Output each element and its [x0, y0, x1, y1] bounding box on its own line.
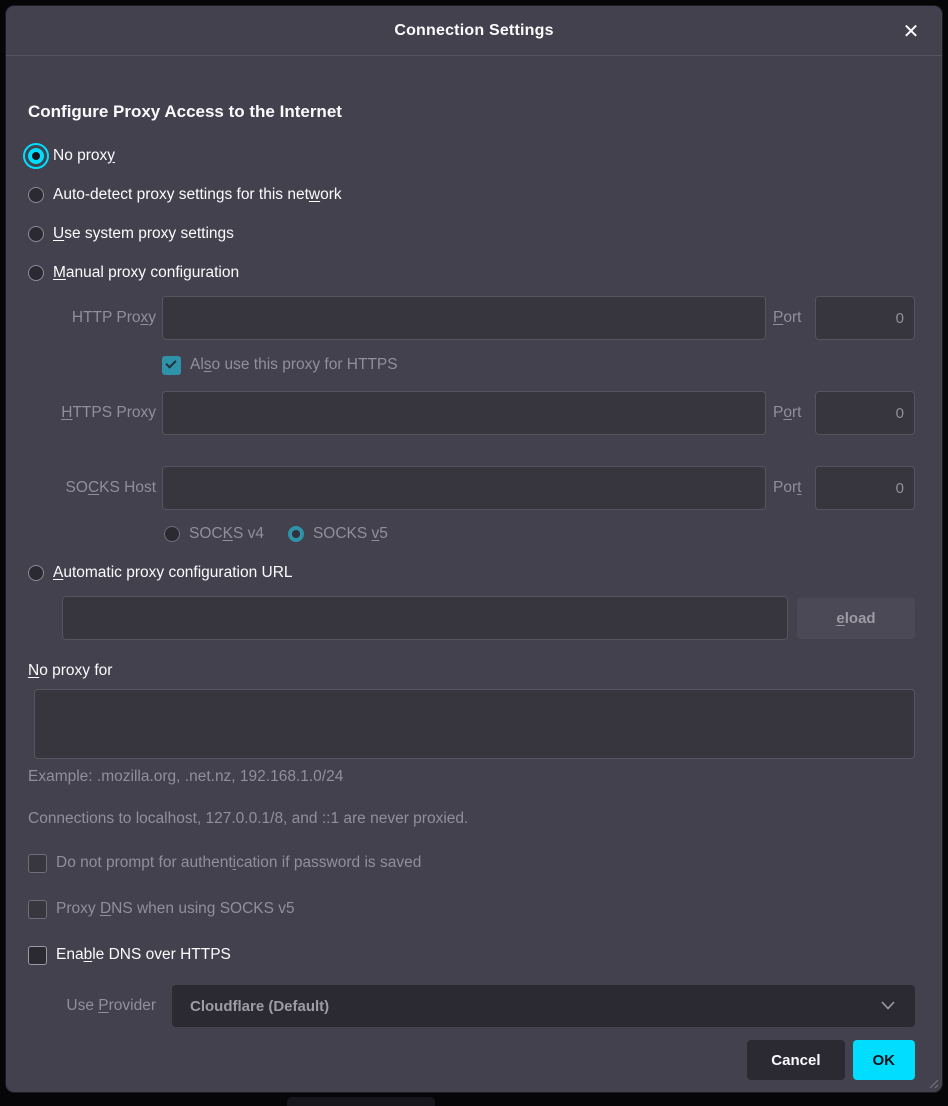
label-post: KS Host — [99, 479, 156, 496]
background-page-strip — [287, 1097, 435, 1106]
label-post: TTPS Proxy — [72, 404, 156, 421]
checkbox-unchecked-icon[interactable] — [28, 854, 47, 873]
checkbox-checked-icon[interactable] — [162, 356, 181, 375]
label-post: S v4 — [232, 525, 264, 542]
radio-autoconfig-label — [53, 564, 293, 582]
radio-no-proxy[interactable] — [28, 144, 915, 167]
label-accesskey: U — [53, 224, 65, 242]
label-pre: Auto-detect proxy settings for this net — [53, 185, 309, 203]
reload-button[interactable] — [797, 598, 915, 639]
label-accesskey: H — [61, 404, 73, 421]
checkbox-enable-doh-label — [56, 946, 231, 964]
label-pre: Por — [773, 479, 798, 496]
connection-settings-dialog — [6, 6, 942, 1092]
http-port-input[interactable] — [815, 296, 915, 340]
label-post: o use this proxy for HTTPS — [211, 356, 398, 373]
socks-host-label — [28, 479, 162, 497]
radio-socks-v4-label — [189, 525, 264, 543]
label-pre: P — [773, 404, 784, 421]
socks-port-input[interactable] — [815, 466, 915, 510]
radio-no-proxy-label — [53, 147, 115, 165]
radio-manual-proxy-label — [53, 264, 239, 282]
label-pre: SOCKS — [312, 525, 372, 542]
label-post: se system proxy settings — [64, 224, 234, 242]
label-pre: Do not prompt for authent — [56, 854, 233, 871]
page-title: Configure Proxy Access to the Internet — [28, 102, 342, 121]
label-accesskey: i — [232, 854, 237, 871]
chevron-down-icon — [881, 1001, 895, 1010]
radio-use-system-label — [53, 225, 234, 243]
dialog-titlebar — [6, 6, 942, 56]
check-mark-icon — [165, 357, 176, 368]
radio-autoconfig-url[interactable] — [28, 561, 915, 584]
autoconfig-url-input[interactable] — [62, 596, 788, 640]
radio-socks-v4[interactable] — [164, 524, 264, 544]
label-post: anual proxy configuration — [65, 263, 240, 281]
provider-dropdown-value: Cloudflare (Default) — [190, 997, 330, 1015]
socks-version-row — [164, 524, 915, 544]
label-pre: SO — [65, 479, 88, 496]
label-accesskey: s — [203, 356, 212, 373]
label-accesskey: K — [222, 525, 233, 542]
label-pre: Use — [66, 997, 99, 1014]
doh-provider-row — [28, 985, 915, 1027]
no-proxy-for-textarea[interactable] — [34, 689, 915, 759]
http-proxy-input[interactable] — [162, 296, 766, 340]
socks-port-label — [773, 479, 814, 497]
label-post: rovider — [108, 997, 156, 1014]
label-accesskey: P — [773, 309, 784, 326]
no-proxy-for-label — [28, 662, 915, 680]
radio-unchecked-icon[interactable] — [28, 187, 44, 203]
close-icon[interactable]: ✕ — [896, 16, 926, 46]
label-pre: Al — [190, 356, 204, 373]
https-proxy-label — [28, 404, 162, 422]
cancel-button[interactable]: Cancel — [747, 1040, 844, 1080]
radio-dot — [292, 530, 300, 538]
ok-button[interactable]: OK — [853, 1040, 916, 1080]
label-post: load — [844, 609, 876, 627]
no-proxy-note-text: Connections to localhost, 127.0.0.1/8, and ::1 are never proxied. — [28, 810, 469, 827]
radio-checked-icon[interactable] — [28, 148, 44, 164]
https-port-input[interactable] — [815, 391, 915, 435]
label-accesskey: N — [28, 662, 40, 679]
label-post: o proxy for — [39, 662, 113, 679]
label-pre: Ena — [56, 946, 84, 963]
share-proxy-label — [190, 356, 398, 374]
radio-auto-detect-label — [53, 186, 342, 204]
dialog-title: Connection Settings — [394, 21, 554, 39]
label-post: utomatic proxy configuration URL — [63, 563, 293, 581]
label-accesskey: t — [797, 479, 802, 496]
label-post: ork — [320, 185, 342, 203]
label-accesskey: P — [98, 997, 109, 1014]
label-pre: SOC — [189, 525, 223, 542]
dialog-body — [6, 102, 942, 1080]
radio-manual-proxy[interactable] — [28, 261, 915, 284]
label-accesskey: M — [53, 263, 66, 281]
radio-unchecked-icon[interactable] — [28, 565, 44, 581]
label-post: NS when using SOCKS v5 — [111, 900, 295, 917]
https-proxy-row — [28, 391, 915, 435]
radio-unchecked-icon[interactable] — [164, 526, 180, 542]
label-post: ort — [783, 309, 802, 326]
label-pre: HTTP Pro — [71, 309, 141, 326]
socks-host-row — [28, 466, 915, 510]
label-accesskey: w — [308, 185, 321, 203]
label-accesskey: C — [87, 479, 100, 496]
checkbox-unchecked-icon[interactable] — [28, 900, 47, 919]
label-accesskey: A — [53, 563, 64, 581]
radio-use-system[interactable] — [28, 222, 915, 245]
label-post: rt — [791, 404, 802, 421]
radio-unchecked-icon[interactable] — [28, 265, 44, 281]
label-accesskey: D — [99, 900, 112, 917]
label-accesskey: y — [107, 146, 116, 164]
http-proxy-label — [28, 309, 162, 327]
autoconfig-url-row — [28, 596, 915, 640]
radio-auto-detect[interactable] — [28, 183, 915, 206]
checkbox-unchecked-icon[interactable] — [28, 946, 47, 965]
no-proxy-example-text: Example: .mozilla.org, .net.nz, 192.168.1.0/24 — [28, 768, 344, 785]
radio-socks-v5-label — [313, 525, 388, 543]
checkbox-enable-doh[interactable] — [28, 944, 915, 966]
radio-dot — [32, 152, 40, 160]
dialog-footer — [28, 1040, 915, 1080]
label-post: le DNS over HTTPS — [92, 946, 231, 963]
label-accesskey: v — [371, 525, 380, 542]
use-provider-label — [28, 997, 162, 1015]
radio-unchecked-icon[interactable] — [28, 226, 44, 242]
label-post: y — [148, 309, 156, 326]
checkbox-no-prompt-auth-label — [56, 854, 421, 872]
label-pre: Proxy — [56, 900, 100, 917]
socks-host-input[interactable] — [162, 466, 766, 510]
resize-grip-icon[interactable] — [925, 1075, 939, 1089]
https-proxy-input[interactable] — [162, 391, 766, 435]
label-pre: No prox — [53, 146, 108, 164]
label-post: cation if password is saved — [236, 854, 422, 871]
provider-dropdown[interactable] — [172, 985, 915, 1027]
label-accesskey: x — [140, 309, 149, 326]
radio-checked-icon[interactable] — [288, 526, 304, 542]
label-post: 5 — [379, 525, 388, 542]
http-port-label — [773, 309, 814, 327]
label-accesskey: e — [836, 609, 845, 627]
http-proxy-row — [28, 296, 915, 340]
https-port-label — [773, 404, 814, 422]
checkbox-proxy-dns-label — [56, 900, 295, 918]
checkbox-proxy-dns[interactable] — [28, 898, 915, 920]
radio-socks-v5[interactable] — [288, 524, 388, 544]
label-accesskey: o — [783, 404, 792, 421]
share-proxy-checkbox-row[interactable] — [162, 354, 915, 376]
label-accesskey: b — [83, 946, 93, 963]
checkbox-no-prompt-auth[interactable] — [28, 852, 915, 874]
